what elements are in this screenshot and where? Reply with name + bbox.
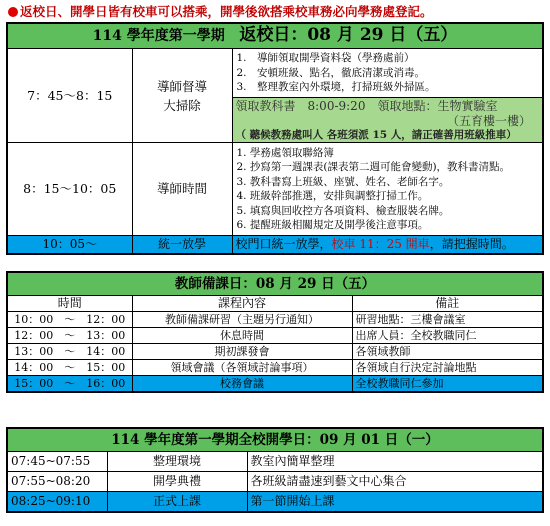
list-item: 3. 教科書寫上班級、座號、姓名、老師名字。 <box>236 175 450 188</box>
notice-banner <box>8 3 548 20</box>
time-cell: 10：05～ <box>7 236 132 255</box>
time-cell: 10：00 ～ 12：00 <box>7 312 132 328</box>
back-to-school-date: 返校日：08 月 29 日（五） <box>239 25 458 45</box>
time-cell: 15：00 ～ 16：00 <box>7 376 132 393</box>
note-cell: 教室內簡單整理 <box>247 452 543 472</box>
opening-day-header <box>7 428 543 452</box>
table-row <box>7 472 543 492</box>
note-cell: 研習地點：三樓會議室 <box>352 312 543 328</box>
list-item: 1. 導師領取開學資料袋（學務處前） <box>236 52 415 65</box>
textbook-location: （五育樓一樓） <box>446 113 531 128</box>
table-row <box>7 312 543 328</box>
table-row <box>7 360 543 376</box>
activity-cell: 整理環境 <box>107 452 247 472</box>
list-item: 5. 填寫與回收控方各項資料、檢查服裝名牌。 <box>236 204 450 217</box>
activity-cell: 開學典禮 <box>107 472 247 492</box>
list-item: 3. 整理教室內外環境，打掃班級外掃區。 <box>236 81 436 94</box>
time-cell: 07:45~07:55 <box>7 452 107 472</box>
activity-cell: 導師時間 <box>132 143 232 236</box>
dismissal-note <box>232 236 543 255</box>
table-row <box>7 236 543 255</box>
dismissal-text: 校門口統一放學， <box>235 237 332 251</box>
time-cell: 14：00 ～ 15：00 <box>7 360 132 376</box>
textbook-note: （ 聽候教務處叫人 各班須派 15 人，請正確善用班級推車） <box>235 128 517 141</box>
content-cell: 教師備課研習（主題另行通知） <box>132 312 352 328</box>
content-cell: 休息時間 <box>132 328 352 344</box>
textbook-cell <box>232 98 543 143</box>
content-cell: 校務會議 <box>132 376 352 393</box>
list-item: 1. 學務處領取聯絡簿 <box>236 146 334 159</box>
activity-cell: 統一放學 <box>132 236 232 255</box>
opening-day-table <box>6 427 544 513</box>
semester-title: 114 學年度第一學期 <box>92 28 225 44</box>
time-cell: 08:25~09:10 <box>7 492 107 513</box>
time-cell: 7：45～8：15 <box>7 49 132 143</box>
list-item: 6. 提醒班級相關規定及開學後注意事項。 <box>236 219 429 231</box>
items-cell <box>232 143 543 236</box>
time-cell: 12：00 ～ 13：00 <box>7 328 132 344</box>
note-cell: 第一節開始上課 <box>247 492 543 513</box>
textbook-line: 領取教科書 8:00-9:20 領取地點：生物實驗室 <box>235 98 498 113</box>
note-cell: 全校教職同仁參加 <box>352 376 543 393</box>
table-row <box>7 143 543 236</box>
list-item: 2. 抄寫第一週課表(課表第二週可能會變動)，教科書清點。 <box>236 161 511 173</box>
note-cell: 出席人員：全校教職同仁 <box>352 328 543 344</box>
teacher-prep-title: 教師備課日：08 月 29 日（五） <box>7 272 543 296</box>
back-to-school-header <box>7 23 543 49</box>
table-row <box>7 328 543 344</box>
back-to-school-title <box>7 23 543 49</box>
activity-cell <box>132 49 232 143</box>
teacher-prep-table <box>6 271 544 393</box>
note-cell: 各班級請盡速到藝文中心集合 <box>247 472 543 492</box>
list-item: 4. 班級幹部推選，安排與調整打掃工作。 <box>236 190 429 202</box>
back-to-school-table <box>6 22 544 255</box>
content-cell: 期初課發會 <box>132 344 352 360</box>
column-header: 課程內容 <box>132 296 352 312</box>
teacher-prep-header <box>7 272 543 296</box>
activity-cell: 正式上課 <box>107 492 247 513</box>
table-row <box>7 376 543 393</box>
table-header-row <box>7 296 543 312</box>
column-header: 備註 <box>352 296 543 312</box>
list-item: 2. 安頓班級、點名，徹底清潔或消毒。 <box>236 66 426 79</box>
time-cell: 07:55~08:20 <box>7 472 107 492</box>
items-cell <box>232 49 543 98</box>
activity-line: 大掃除 <box>163 97 201 113</box>
content-cell: 領域會議（各領域討論事項） <box>132 360 352 376</box>
dismissal-text-end: ，請把握時間。 <box>429 237 514 251</box>
table-row <box>7 344 543 360</box>
table-row <box>7 49 543 98</box>
notice-text: 返校日、開學日皆有校車可以搭乘，開學後欲搭乘校車務必向學務處登記。 <box>20 4 433 19</box>
time-cell: 13：00 ～ 14：00 <box>7 344 132 360</box>
time-cell: 8：15～10：05 <box>7 143 132 236</box>
bus-time-text: 校車 11：25 開車 <box>331 237 430 251</box>
table-row <box>7 452 543 472</box>
table-row <box>7 492 543 513</box>
note-cell: 各領域教師 <box>352 344 543 360</box>
red-dot-icon <box>8 7 18 17</box>
opening-day-title: 114 學年度第一學期全校開學日：09 月 01 日（一） <box>7 428 543 452</box>
column-header: 時間 <box>7 296 132 312</box>
activity-line: 導師督導 <box>156 78 207 94</box>
note-cell: 各領域自行決定討論地點 <box>352 360 543 376</box>
